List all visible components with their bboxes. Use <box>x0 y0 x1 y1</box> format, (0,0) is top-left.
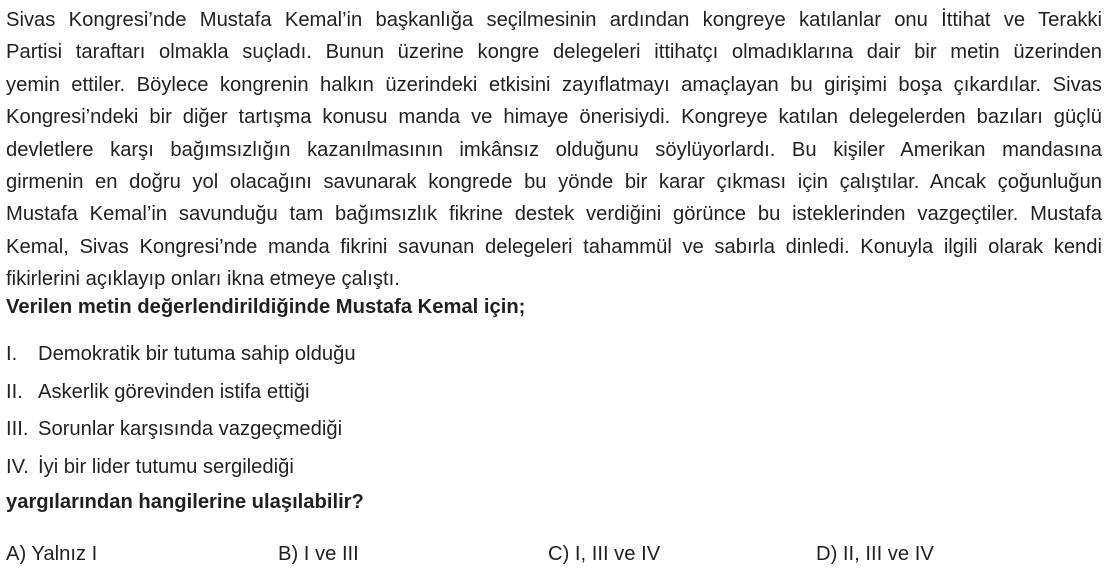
option-d[interactable]: D) II, III ve IV <box>816 543 934 565</box>
statement-list <box>6 336 356 486</box>
statement-item <box>6 336 356 374</box>
passage-line: Kongresi’ndeki bir diğer tartışma konusu manda ve himaye önerisiydi. Kongreye katılan delegelerden bazıları güçlü <box>6 106 1102 129</box>
passage-line: Mustafa Kemal’in savunduğu tam bağımsızlık fikrine destek verdiğini görünce bu isteklerinden vazgeçtiler. Mustafa <box>6 203 1102 226</box>
statement-number: II. <box>6 380 23 403</box>
passage-line: fikirlerini açıklayıp onları ikna etmeye çalıştı. <box>6 268 400 291</box>
option-c[interactable]: C) I, III ve IV <box>548 543 661 565</box>
statement-item <box>6 411 356 449</box>
passage-line: yemin ettiler. Böylece kongrenin halkın üzerindeki etkisini zayıflatmayı amaçlayan bu girişimi boşa çıkardılar. Sivas <box>6 73 1102 96</box>
statement-text: Demokratik bir tutuma sahip olduğu <box>38 343 356 366</box>
statement-text: Sorunlar karşısında vazgeçmediği <box>38 418 343 441</box>
statement-number: III. <box>6 418 29 441</box>
statement-item <box>6 374 356 412</box>
option-b[interactable]: B) I ve III <box>278 543 359 565</box>
question-prompt: yargılarından hangilerine ulaşılabilir? <box>6 491 364 513</box>
passage-line: Sivas Kongresi’nde Mustafa Kemal’in başkanlığa seçilmesinin ardından kongreye katılanlar onu İttihat ve Terakki <box>6 9 1102 31</box>
passage-line: Kemal, Sivas Kongresi’nde manda fikrini savunan delegeleri tahammül ve sabırla dinledi. Konuyla ilgili olarak kendi <box>6 235 1102 258</box>
statement-number: IV. <box>6 455 29 478</box>
statement-item <box>6 449 356 487</box>
passage-text <box>6 4 1102 296</box>
statement-text: İyi bir lider tutumu sergilediği <box>38 455 294 478</box>
passage-line: Partisi taraftarı olmakla suçladı. Bunun üzerine kongre delegeleri ittihatçı olmadıklarına dair bir metin üzerinden <box>6 41 1102 64</box>
statement-text: Askerlik görevinden istifa ettiği <box>38 380 310 403</box>
question-stem: Verilen metin değerlendirildiğinde Mustafa Kemal için; <box>6 296 526 318</box>
passage-line: girmenin en doğru yol olacağını savunarak kongrede bu yönde bir karar çıkması için çalıştılar. Ancak çoğunluğun <box>6 171 1102 194</box>
passage-line: devletlere karşı bağımsızlığın kazanılmasının imkânsız olduğunu söylüyorlardı. Bu kişiler Amerikan mandasına <box>6 138 1102 161</box>
option-a[interactable]: A) Yalnız I <box>6 543 98 565</box>
statement-number: I. <box>6 343 18 366</box>
